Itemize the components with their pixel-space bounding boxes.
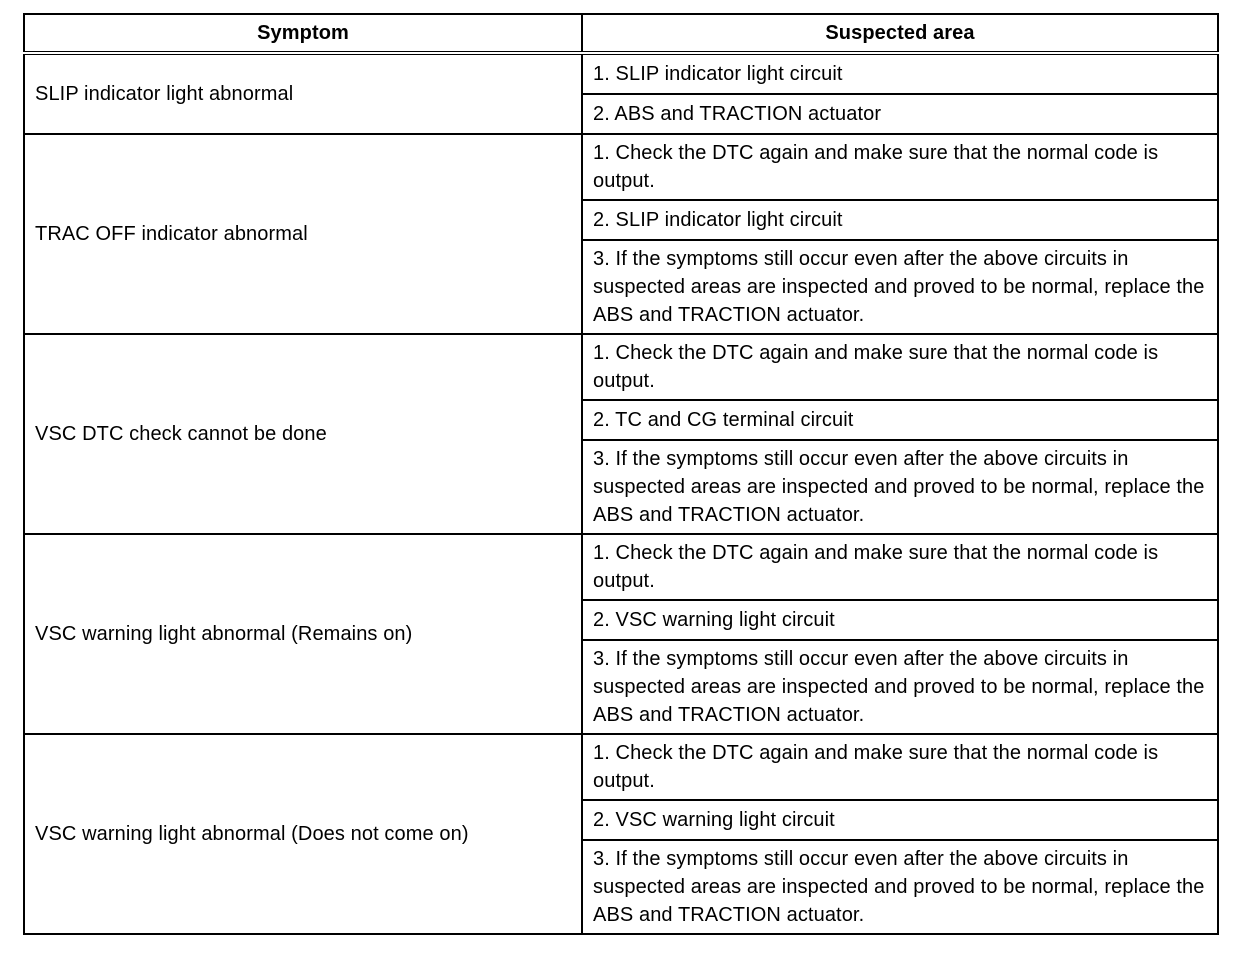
suspected-area-cell: 2. ABS and TRACTION actuator [582, 94, 1218, 134]
table-body [24, 53, 1218, 934]
suspected-area-cell: 3. If the symptoms still occur even after the above circuits in suspected areas are inspected and proved to be normal, replace the ABS and TRACTION actuator. [582, 640, 1218, 734]
table-row [24, 53, 1218, 94]
troubleshooting-sheet [23, 13, 1217, 935]
symptom-cell: SLIP indicator light abnormal [24, 53, 582, 134]
suspected-area-cell: 1. Check the DTC again and make sure that the normal code is output. [582, 334, 1218, 400]
symptom-cell: VSC warning light abnormal (Does not come on) [24, 734, 582, 934]
suspected-area-cell: 1. Check the DTC again and make sure that the normal code is output. [582, 734, 1218, 800]
table-header-row [24, 14, 1218, 53]
suspected-area-cell: 2. SLIP indicator light circuit [582, 200, 1218, 240]
table-row [24, 134, 1218, 200]
suspected-area-cell: 2. VSC warning light circuit [582, 800, 1218, 840]
table-row [24, 734, 1218, 800]
suspected-area-cell: 3. If the symptoms still occur even after the above circuits in suspected areas are inspected and proved to be normal, replace the ABS and TRACTION actuator. [582, 440, 1218, 534]
symptom-column-header: Symptom [24, 14, 582, 53]
suspected-area-column-header: Suspected area [582, 14, 1218, 53]
table-row [24, 334, 1218, 400]
suspected-area-cell: 3. If the symptoms still occur even after the above circuits in suspected areas are inspected and proved to be normal, replace the ABS and TRACTION actuator. [582, 240, 1218, 334]
suspected-area-cell: 2. VSC warning light circuit [582, 600, 1218, 640]
symptom-cell: VSC warning light abnormal (Remains on) [24, 534, 582, 734]
symptom-cell: TRAC OFF indicator abnormal [24, 134, 582, 334]
problem-symptoms-table [23, 13, 1219, 935]
suspected-area-cell: 2. TC and CG terminal circuit [582, 400, 1218, 440]
suspected-area-cell: 3. If the symptoms still occur even after the above circuits in suspected areas are inspected and proved to be normal, replace the ABS and TRACTION actuator. [582, 840, 1218, 934]
suspected-area-cell: 1. Check the DTC again and make sure that the normal code is output. [582, 534, 1218, 600]
symptom-cell: VSC DTC check cannot be done [24, 334, 582, 534]
table-row [24, 534, 1218, 600]
suspected-area-cell: 1. SLIP indicator light circuit [582, 53, 1218, 94]
suspected-area-cell: 1. Check the DTC again and make sure that the normal code is output. [582, 134, 1218, 200]
